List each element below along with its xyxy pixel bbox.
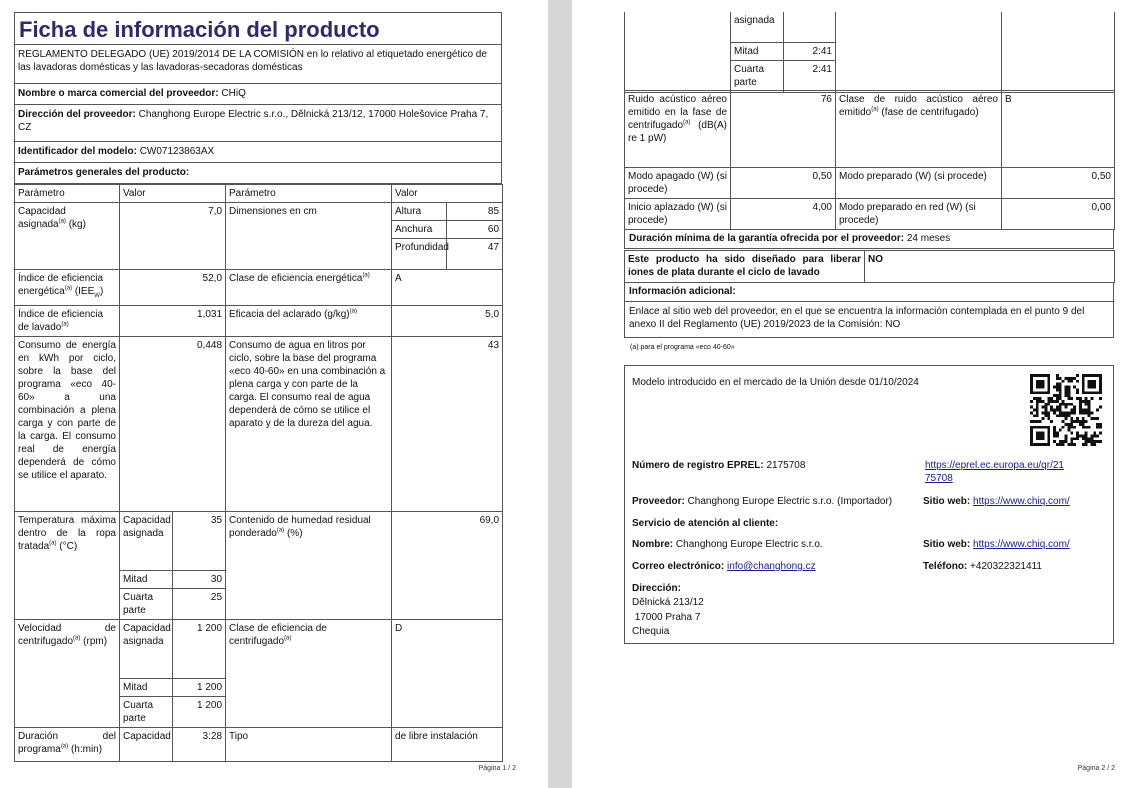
qr-code-icon[interactable]: [1030, 374, 1102, 446]
standby-label: Modo preparado (W) (si procede): [836, 168, 1002, 199]
page-number-2: Página 2 / 2: [1077, 765, 1115, 772]
max-temp-quarter-value: 25: [173, 589, 226, 620]
spin-half-value: 1 200: [173, 679, 226, 697]
wash-index-label: Índice de eficiencia de lavado$^{(a)}$: [15, 306, 120, 337]
header-rows: [14, 44, 502, 184]
page-2: [572, 0, 1125, 788]
address-line-3: Chequia: [632, 626, 670, 637]
regulation-text: REGLAMENTO DELEGADO (UE) 2019/2014 DE LA COMISIÓN en lo relativo al etiquetado energético de las lavadoras domésticas y las lavadoras-secadoras domésticas: [14, 44, 502, 84]
duration-label: Duración del programa$^{(a)}$ (h:min): [15, 728, 120, 762]
max-temp-half-value: 30: [173, 571, 226, 589]
moisture-value: 69,0: [392, 512, 503, 620]
header-param-2: Parámetro: [226, 185, 392, 203]
customer-service-heading: Servicio de atención al cliente:: [632, 518, 779, 529]
energy-class-value: A: [392, 270, 503, 306]
page-number-1: Página 1 / 2: [478, 765, 516, 772]
service-website[interactable]: Sitio web: https://www.chiq.com/: [923, 539, 1070, 550]
header-value: Valor: [120, 185, 226, 203]
rinse-label: Eficacia del aclarado $(g/kg)^{(a)}$: [226, 306, 392, 337]
document-title: Ficha de información del producto: [14, 12, 502, 46]
supplier-name-row: Nombre o marca comercial del proveedor: CHiQ: [14, 84, 502, 105]
energy-consumption-value: 0,448: [120, 337, 226, 512]
width-value: 60: [447, 221, 503, 239]
noise-class-value: B: [1002, 91, 1115, 168]
spin-full-label: Capacidad asignada: [120, 620, 173, 679]
energy-class-label: Clase de eficiencia energética$^{(a)}$: [226, 270, 392, 306]
duration-half-value: 2:41: [784, 42, 836, 60]
spin-quarter-label: Cuarta parte: [120, 697, 173, 728]
silver-ions-table: [624, 250, 1115, 283]
service-email[interactable]: Correo electrónico: info@changhong.cz: [632, 561, 816, 572]
rated-capacity-label: Capacidad asignada$^{(a)}$ (kg): [15, 203, 120, 270]
spin-quarter-value: 1 200: [173, 697, 226, 728]
model-id-row: Identificador del modelo: CW07123863AX: [14, 142, 502, 163]
max-temp-full-value: 35: [173, 512, 226, 571]
max-temp-half-label: Mitad: [120, 571, 173, 589]
duration-quarter-value: 2:41: [784, 60, 836, 92]
spin-speed-label: Velocidad de centrifugado$^{(a)}$ (rpm): [15, 620, 120, 728]
silver-ions-label: Este producto ha sido diseñado para liberar iones de plata durante el ciclo de lavado: [625, 251, 865, 283]
noise-label: Ruido acústico aéreo emitido en la fase de centrifugado$^{(a)}$ (dB(A) re 1 pW): [625, 91, 731, 168]
service-phone: Teléfono: +420322321411: [923, 561, 1042, 572]
dimensions-label: Dimensiones en cm: [226, 203, 392, 270]
spin-class-value: D: [392, 620, 503, 728]
max-temp-full-label: Capacidad asignada: [120, 512, 173, 571]
guarantee-row: Duración mínima de la garantía ofrecida por el proveedor: 24 meses: [624, 229, 1114, 249]
eprel-url[interactable]: https://eprel.ec.europa.eu/qr/21 75708: [925, 460, 1064, 484]
rated-capacity-value: 7,0: [120, 203, 226, 270]
height-value: 85: [447, 203, 503, 221]
noise-class-label: Clase de ruido acústico aéreo emitido$^{(a)}$ (fase de centrifugado): [836, 91, 1002, 168]
depth-value: 47: [447, 239, 503, 270]
energy-consumption-label: Consumo de energía en kWh por ciclo, sobre la base del programa «eco 40-60» a una combinación a plena carga y con parte de la carga. El consumo real de energía dependerá de cómo se utilice el aparato.: [15, 337, 120, 512]
params-table-2: [624, 90, 1115, 230]
footnote: (a) para el programa «eco 40-60»: [630, 344, 735, 351]
duration-continued-blank: [625, 12, 731, 92]
width-label: Anchura: [392, 221, 447, 239]
off-mode-label: Modo apagado (W) (si procede): [625, 168, 731, 199]
general-params-row: Parámetros generales del producto:: [14, 163, 502, 184]
water-consumption-value: 43: [392, 337, 503, 512]
duration-full-tail: asignada: [731, 12, 784, 42]
address-line-2: 17000 Praha 7: [632, 612, 701, 623]
eprel-registration: Número de registro EPREL: 2175708: [632, 460, 806, 471]
spin-half-label: Mitad: [120, 679, 173, 697]
standby-value: 0,50: [1002, 168, 1115, 199]
supplier-info: Proveedor: Changhong Europe Electric s.r.o. (Importador): [632, 496, 893, 507]
market-date: Modelo introducido en el mercado de la Unión desde 01/10/2024: [632, 377, 919, 388]
off-mode-value: 0,50: [731, 168, 836, 199]
max-temp-quarter-label: Cuarta parte: [120, 589, 173, 620]
address-line-1: Dělnická 213/12: [632, 597, 704, 608]
type-value-continued-blank: [1002, 12, 1115, 92]
spin-class-label: Clase de eficiencia de centrifugado$^{(a)}$: [226, 620, 392, 728]
supplier-address-row: Dirección del proveedor: Changhong Europe Electric s.r.o., Dělnická 213/12, 17000 Holešovice Praha 7, CZ: [14, 105, 502, 142]
eei-label: Índice de eficiencia energética$^{(a)}$ $(IEE_W)$: [15, 270, 120, 306]
duration-half-label: Mitad: [731, 42, 784, 60]
silver-ions-value: NO: [865, 251, 1115, 283]
eei-value: 52,0: [120, 270, 226, 306]
wash-index-value: 1,031: [120, 306, 226, 337]
duration-quarter-label: Cuarta parte: [731, 60, 784, 92]
type-continued-blank: [836, 12, 1002, 92]
moisture-label: Contenido de humedad residual ponderado$^{(a)}$ (%): [226, 512, 392, 620]
rinse-value: 5,0: [392, 306, 503, 337]
address-heading: Dirección:: [632, 583, 681, 594]
duration-continued-table: [624, 12, 1115, 93]
duration-full-tail-value: [784, 12, 836, 42]
delay-start-label: Inicio aplazado (W) (si procede): [625, 199, 731, 230]
network-standby-value: 0,00: [1002, 199, 1115, 230]
network-standby-label: Modo preparado en red (W) (si procede): [836, 199, 1002, 230]
weblink-row: Enlace al sitio web del proveedor, en el que se encuentra la información contemplada en el punto 9 del anexo II del Reglamento (UE) 2019/2023 de la Comisión: NO: [624, 302, 1114, 338]
height-label: Altura: [392, 203, 447, 221]
depth-label: Profundidad: [392, 239, 447, 270]
duration-full-value: 3:28: [173, 728, 226, 762]
delay-start-value: 4,00: [731, 199, 836, 230]
header-value-2: Valor: [392, 185, 503, 203]
additional-info-row: Información adicional:: [624, 282, 1114, 302]
page-1: [0, 0, 548, 788]
supplier-website[interactable]: Sitio web: https://www.chiq.com/: [923, 496, 1070, 507]
duration-full-label: Capacidad: [120, 728, 173, 762]
service-name: Nombre: Changhong Europe Electric s.r.o.: [632, 539, 823, 550]
header-param: Parámetro: [15, 185, 120, 203]
spin-full-value: 1 200: [173, 620, 226, 679]
type-value: de libre instalación: [392, 728, 503, 762]
noise-value: 76: [731, 91, 836, 168]
params-table-1: [14, 184, 503, 762]
max-temp-label: Temperatura máxima dentro de la ropa tratada$^{(a)}$ (°C): [15, 512, 120, 620]
water-consumption-label: Consumo de agua en litros por ciclo, sobre la base del programa «eco 40-60» en una combinación a plena carga y con parte de la carga. El consumo real de agua dependerá de cómo se utilice el aparato y de la dureza del agua.: [226, 337, 392, 512]
type-label: Tipo: [226, 728, 392, 762]
